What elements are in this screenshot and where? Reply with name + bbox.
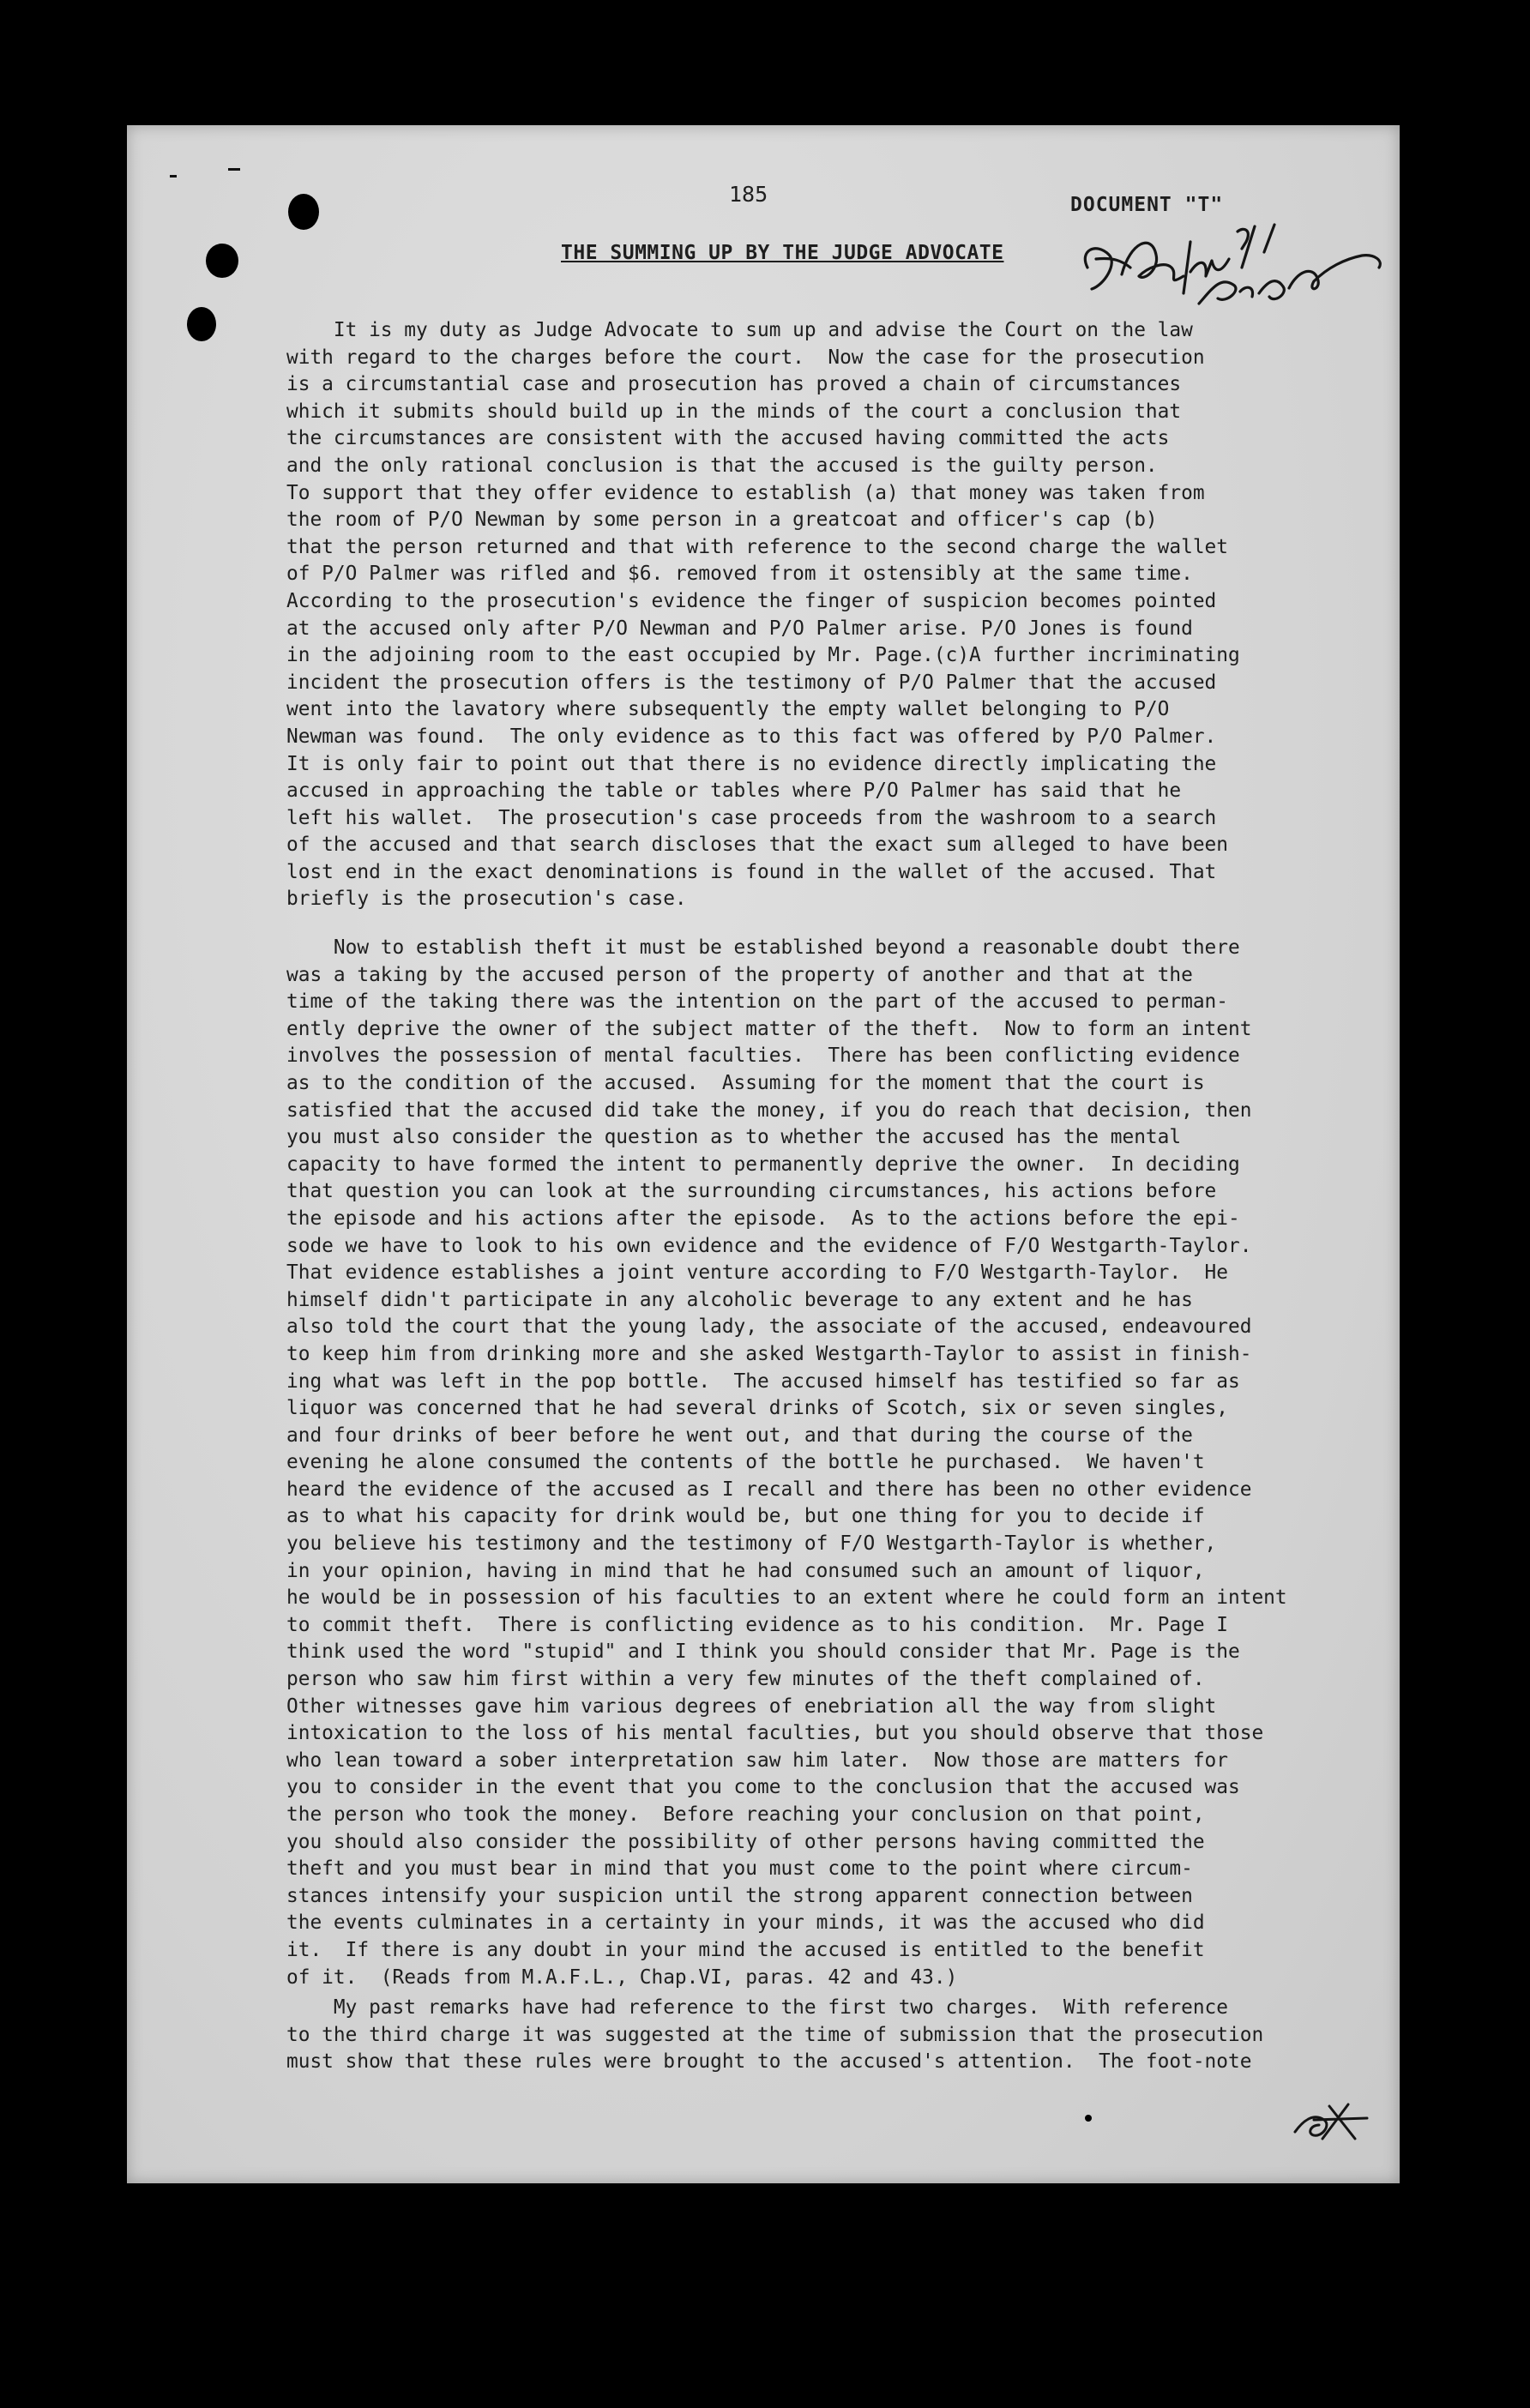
line: sode we have to look to his own evidence and the evidence of F/O Westgarth-Taylor. bbox=[286, 1234, 1252, 1257]
line: in the adjoining room to the east occupied by Mr. Page.(c)A further incriminating bbox=[286, 644, 1240, 667]
line: evening he alone consumed the contents of the bottle he purchased. We haven't bbox=[286, 1451, 1205, 1474]
line: satisfied that the accused did take the money, if you do reach that decision, then bbox=[286, 1099, 1252, 1122]
margin-mark-2 bbox=[228, 168, 240, 171]
handwritten-initials bbox=[1288, 2094, 1370, 2149]
line: was a taking by the accused person of the property of another and that at the bbox=[286, 963, 1193, 986]
line: stances intensify your suspicion until the strong apparent connection between bbox=[286, 1884, 1193, 1907]
line: intoxication to the loss of his mental faculties, but you should observe that those bbox=[286, 1722, 1264, 1745]
line: you believe his testimony and the testimony of F/O Westgarth-Taylor is whether, bbox=[286, 1532, 1217, 1556]
line: and four drinks of beer before he went out, and that during the course of the bbox=[286, 1424, 1193, 1447]
line: to the third charge it was suggested at the time of submission that the prosecution bbox=[286, 2023, 1264, 2046]
line: ently deprive the owner of the subject matter of the theft. Now to form an intent bbox=[286, 1017, 1252, 1040]
line: liquor was concerned that he had several drinks of Scotch, six or seven singles, bbox=[286, 1397, 1228, 1420]
line: Other witnesses gave him various degrees of enebriation all the way from slight bbox=[286, 1695, 1217, 1718]
line: as to the condition of the accused. Assuming for the moment that the court is bbox=[286, 1071, 1205, 1094]
line: involves the possession of mental faculties. There has been conflicting evidence bbox=[286, 1044, 1240, 1068]
document-reference: DOCUMENT "T" bbox=[1070, 194, 1224, 216]
document-title: THE SUMMING UP BY THE JUDGE ADVOCATE bbox=[561, 242, 1004, 264]
line: According to the prosecution's evidence the finger of suspicion becomes pointed bbox=[286, 589, 1217, 612]
line: Newman was found. The only evidence as to this fact was offered by P/O Palmer. bbox=[286, 725, 1217, 748]
line: To support that they offer evidence to establish (a) that money was taken from bbox=[286, 481, 1205, 504]
paragraph-3 bbox=[286, 1995, 1263, 2076]
line: theft and you must bear in mind that you must come to the point where circum- bbox=[286, 1857, 1193, 1881]
ink-dot bbox=[1085, 2115, 1092, 2122]
punch-hole-2 bbox=[206, 244, 238, 278]
paragraph-2 bbox=[286, 935, 1287, 1991]
line: That evidence establishes a joint venture according to F/O Westgarth-Taylor. He bbox=[286, 1261, 1228, 1285]
line: think used the word "stupid" and I think you should consider that Mr. Page is the bbox=[286, 1640, 1240, 1664]
line: lost end in the exact denominations is found in the wallet of the accused. That bbox=[286, 860, 1217, 883]
line: heard the evidence of the accused as I recall and there has been no other evidence bbox=[286, 1478, 1252, 1501]
line: capacity to have formed the intent to permanently deprive the owner. In deciding bbox=[286, 1153, 1240, 1176]
line: person who saw him first within a very few minutes of the theft complained of. bbox=[286, 1668, 1205, 1691]
line: to commit theft. There is conflicting evidence as to his condition. Mr. Page I bbox=[286, 1613, 1228, 1636]
line: also told the court that the young lady, the associate of the accused, endeavoured bbox=[286, 1315, 1252, 1339]
line: incident the prosecution offers is the testimony of P/O Palmer that the accused bbox=[286, 671, 1217, 694]
punch-hole-3 bbox=[187, 307, 216, 341]
line: went into the lavatory where subsequently the empty wallet belonging to P/O bbox=[286, 698, 1170, 721]
line: the events culminates in a certainty in your minds, it was the accused who did bbox=[286, 1911, 1205, 1935]
page-number: 185 bbox=[729, 182, 768, 207]
line: time of the taking there was the intention on the part of the accused to perman- bbox=[286, 990, 1228, 1014]
line: in your opinion, having in mind that he had consumed such an amount of liquor, bbox=[286, 1559, 1205, 1582]
line: must show that these rules were brought to the accused's attention. The foot-note bbox=[286, 2050, 1252, 2074]
line: he would be in possession of his faculties to an extent where he could form an intent bbox=[286, 1586, 1287, 1610]
line: of it. (Reads from M.A.F.L., Chap.VI, paras. 42 and 43.) bbox=[286, 1966, 958, 1989]
line: My past remarks have had reference to the first two charges. With reference bbox=[286, 1996, 1228, 2019]
line: It is only fair to point out that there is no evidence directly implicating the bbox=[286, 752, 1217, 775]
line: himself didn't participate in any alcoholic beverage to any extent and he has bbox=[286, 1288, 1193, 1311]
margin-mark-1 bbox=[170, 175, 177, 178]
line: the episode and his actions after the episode. As to the actions before the epi- bbox=[286, 1207, 1240, 1230]
line: that question you can look at the surrounding circumstances, his actions before bbox=[286, 1180, 1217, 1203]
paragraph-1 bbox=[286, 317, 1240, 913]
line: left his wallet. The prosecution's case proceeds from the washroom to a search bbox=[286, 806, 1217, 829]
line: as to what his capacity for drink would be, but one thing for you to decide if bbox=[286, 1505, 1205, 1528]
line: of the accused and that search discloses that the exact sum alleged to have been bbox=[286, 834, 1228, 857]
line: the circumstances are consistent with the accused having committed the acts bbox=[286, 427, 1170, 450]
line: briefly is the prosecution's case. bbox=[286, 888, 687, 911]
line: with regard to the charges before the court. Now the case for the prosecution bbox=[286, 346, 1205, 369]
line: the room of P/O Newman by some person in a greatcoat and officer's cap (b) bbox=[286, 509, 1158, 532]
line: you should also consider the possibility of other persons having committed the bbox=[286, 1830, 1205, 1853]
line: who lean toward a sober interpretation saw him later. Now those are matters for bbox=[286, 1749, 1228, 1772]
handwritten-signature bbox=[1070, 208, 1396, 319]
line: to keep him from drinking more and she asked Westgarth-Taylor to assist in finish- bbox=[286, 1342, 1252, 1365]
line: which it submits should build up in the minds of the court a conclusion that bbox=[286, 400, 1182, 423]
line: that the person returned and that with reference to the second charge the wallet bbox=[286, 535, 1228, 558]
line: the person who took the money. Before reaching your conclusion on that point, bbox=[286, 1803, 1205, 1826]
line: it. If there is any doubt in your mind the accused is entitled to the benefit bbox=[286, 1938, 1205, 1961]
punch-hole-1 bbox=[288, 194, 319, 230]
document-page bbox=[127, 125, 1400, 2183]
line: is a circumstantial case and prosecution has proved a chain of circumstances bbox=[286, 373, 1182, 396]
line: accused in approaching the table or tables where P/O Palmer has said that he bbox=[286, 780, 1182, 803]
line: of P/O Palmer was rifled and $6. removed from it ostensibly at the same time. bbox=[286, 563, 1193, 586]
line: It is my duty as Judge Advocate to sum up and advise the Court on the law bbox=[286, 319, 1193, 341]
line: at the accused only after P/O Newman and P/O Palmer arise. P/O Jones is found bbox=[286, 617, 1193, 640]
line: you must also consider the question as to whether the accused has the mental bbox=[286, 1126, 1182, 1149]
line: ing what was left in the pop bottle. The accused himself has testified so far as bbox=[286, 1370, 1240, 1393]
line: you to consider in the event that you come to the conclusion that the accused was bbox=[286, 1776, 1240, 1799]
line: Now to establish theft it must be established beyond a reasonable doubt there bbox=[286, 936, 1240, 959]
line: and the only rational conclusion is that the accused is the guilty person. bbox=[286, 454, 1158, 477]
